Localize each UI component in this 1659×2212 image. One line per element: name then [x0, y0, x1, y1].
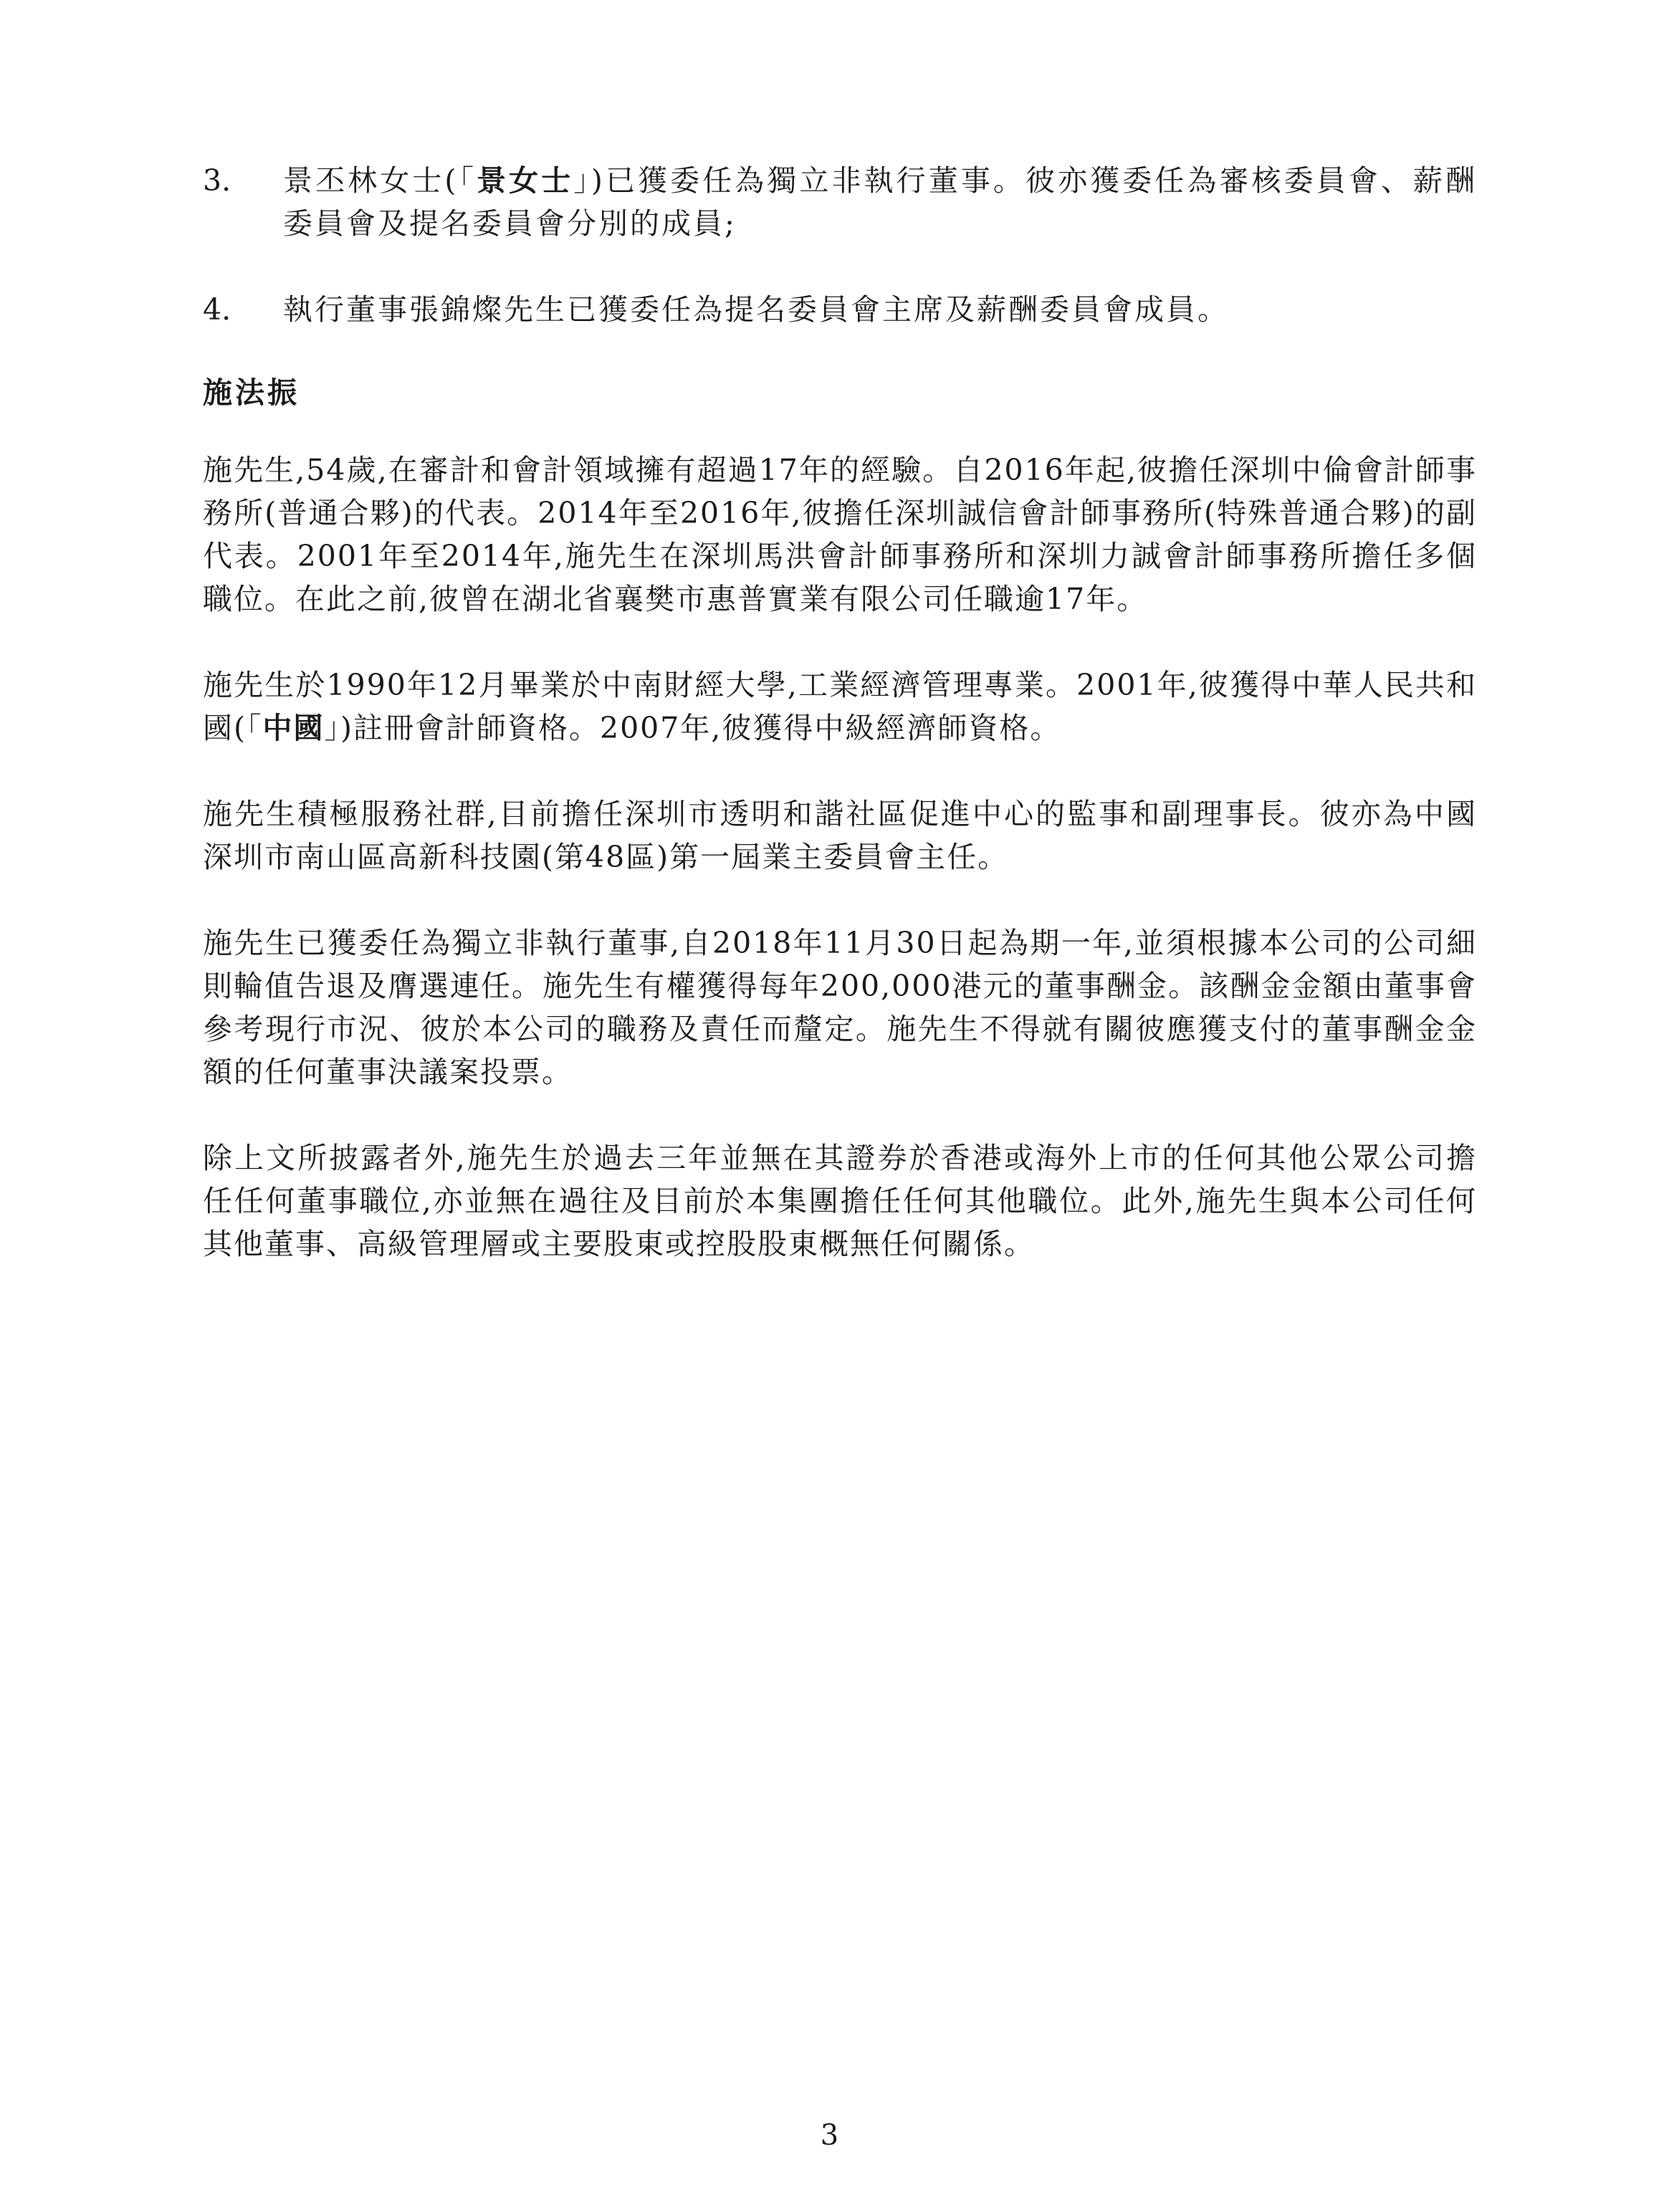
page-number: 3: [820, 2119, 839, 2152]
paragraph-disclosure: 除上文所披露者外,施先生於過去三年並無在其證券於香港或海外上市的任何其他公眾公司擔任任何董事職位,亦並無在過往及目前於本集團擔任任何其他職位。此外,施先生與本公司任何其他董事、高級管理層或主要股東或控股股東概無任何關係。: [203, 1141, 1477, 1261]
paragraph-experience: 施先生,54歲,在審計和會計領域擁有超過17年的經驗。自2016年起,彼擔任深圳中倫會計師事務所(普通合夥)的代表。2014年至2016年,彼擔任深圳誠信會計師事務所(特殊普通合夥)的副代表。2001年至2014年,施先生在深圳馬洪會計師事務所和深圳力誠會計師事務所擔任多個職位。在此之前,彼曾在湖北省襄樊市惠普實業有限公司任職逾17年。: [203, 453, 1477, 616]
list-number: 3.: [203, 163, 231, 198]
document-body: [203, 159, 1477, 1308]
text-segment: 景丕林女士(「: [283, 163, 477, 198]
paragraph-appointment: 施先生已獲委任為獨立非執行董事,自2018年11月30日起為期一年,並須根據本公司的公司細則輪值告退及膺選連任。施先生有權獲得每年200,000港元的董事酬金。該酬金金額由董事會參考現行市況、彼於本公司的職務及責任而釐定。施先生不得就有關彼應獲支付的董事酬金金額的任何董事決議案投票。: [203, 926, 1477, 1089]
list-text: [283, 159, 1477, 245]
defined-term: 景女士: [477, 163, 574, 198]
list-item-3: [203, 159, 1477, 245]
text-segment: 施先生於1990年12月畢業於中南財經大學,工業經濟管理專業。2001年,彼獲得中華人民共和國(「: [203, 668, 1477, 745]
paragraph-community: 施先生積極服務社群,目前擔任深圳市透明和諧社區促進中心的監事和副理事長。彼亦為中國深圳市南山區高新科技園(第48區)第一屆業主委員會主任。: [203, 797, 1477, 874]
text-segment: 」)已獲委任為獨立非執行董事。彼亦獲委任為審核委員會、薪酬委員會及提名委員會分別的成員;: [283, 163, 1478, 241]
defined-term: 中國: [262, 711, 325, 745]
section-heading: 施法振: [203, 375, 300, 410]
text-segment: 」)註冊會計師資格。2007年,彼獲得中級經濟師資格。: [324, 711, 1061, 745]
list-text: 執行董事張錦燦先生已獲委任為提名委員會主席及薪酬委員會成員。: [283, 292, 1229, 327]
list-item-4: [203, 288, 1477, 331]
paragraph-education: [203, 664, 1477, 750]
list-number: 4.: [203, 292, 231, 327]
